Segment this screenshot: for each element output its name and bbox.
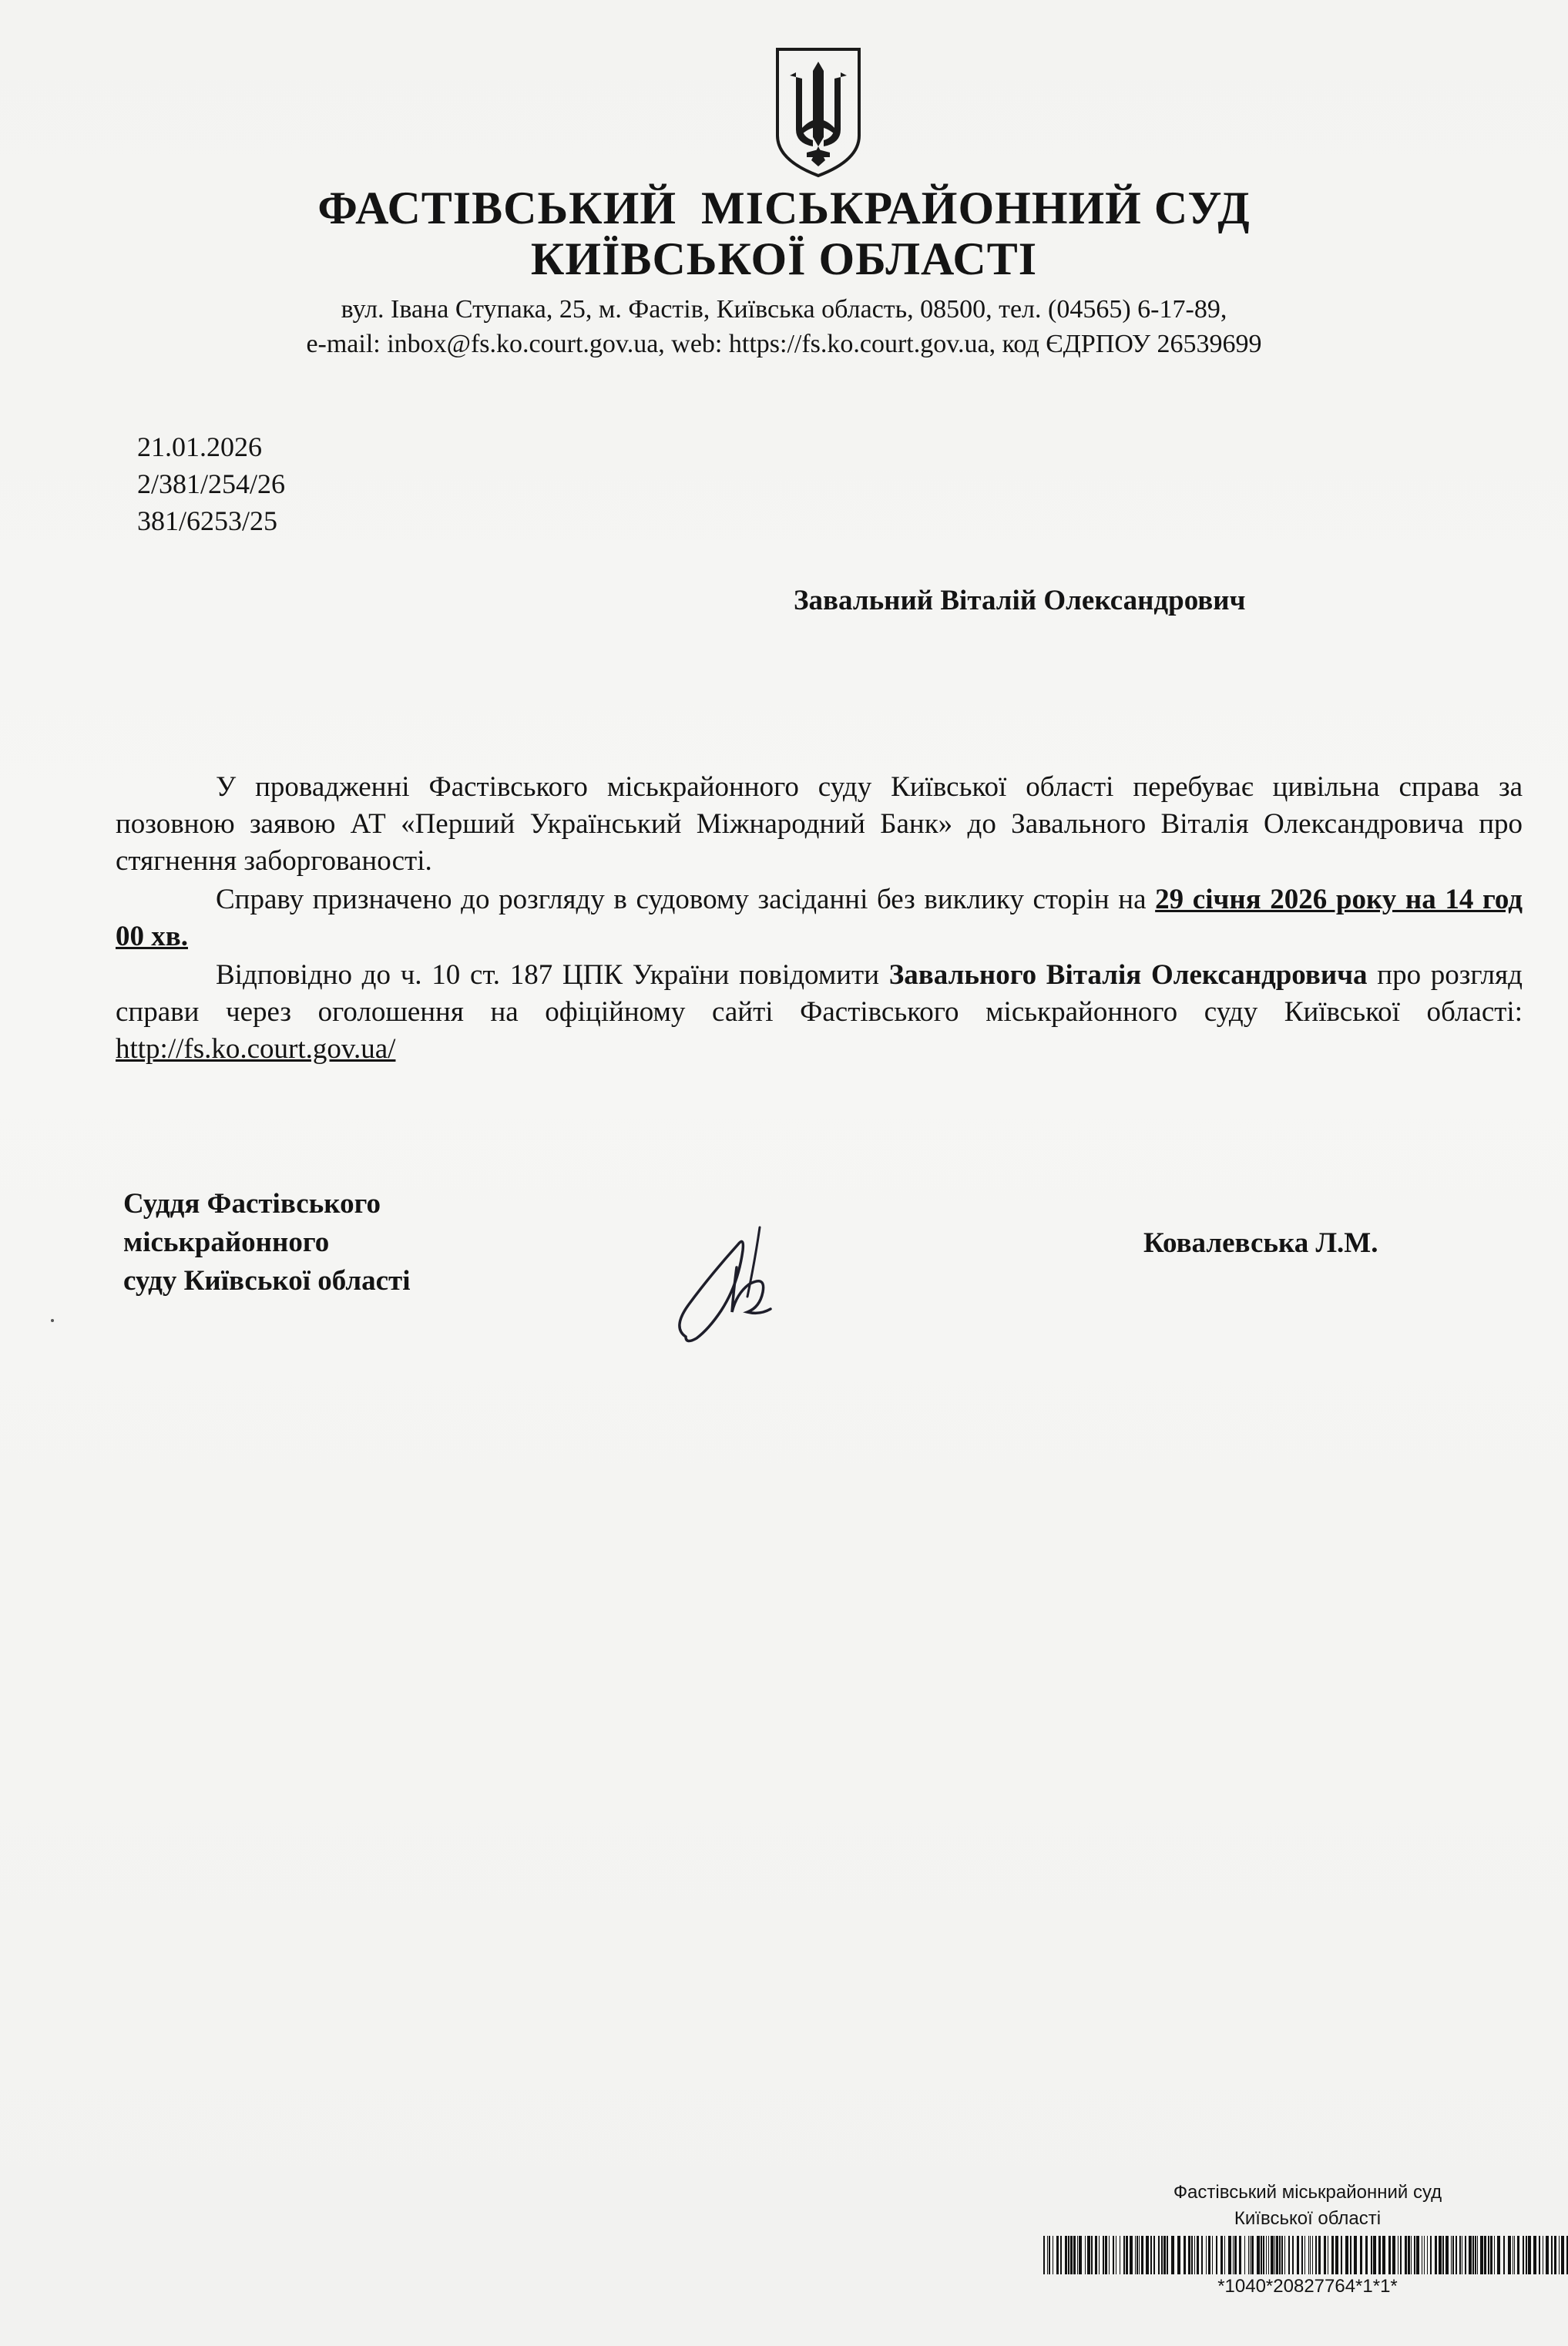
judge-name: Ковалевська Л.М. (1143, 1227, 1378, 1259)
document-references (137, 428, 285, 539)
barcode-bar (1261, 2236, 1262, 2274)
barcode-bar (1484, 2236, 1486, 2274)
court-name-line2: КИЇВСЬКОЇ ОБЛАСТІ (530, 233, 1038, 284)
barcode-bar (1304, 2236, 1305, 2274)
barcode-bar (1184, 2236, 1186, 2274)
barcode-bar (1382, 2236, 1385, 2274)
barcode-bar (1288, 2236, 1290, 2274)
barcode-bar (1279, 2236, 1281, 2274)
judge-title-line3: суду Київської області (123, 1265, 411, 1297)
barcode-bar (1475, 2236, 1476, 2274)
barcode-bar (1373, 2236, 1376, 2274)
barcode-bar (1070, 2236, 1073, 2274)
barcode-bar (1312, 2236, 1313, 2274)
barcode-bar (1171, 2236, 1174, 2274)
barcode-bar (1126, 2236, 1128, 2274)
barcode-bar (1206, 2236, 1207, 2274)
barcode-bar (1378, 2236, 1381, 2274)
barcode-bar (1201, 2236, 1203, 2274)
barcode-bar (1197, 2236, 1199, 2274)
barcode-bar (1517, 2236, 1519, 2274)
barcode-bar (1263, 2236, 1264, 2274)
barcode-bar (1137, 2236, 1138, 2274)
barcode-bar (1365, 2236, 1368, 2274)
judge-title-line2: міськрайонного (123, 1227, 330, 1258)
barcode-bar (1251, 2236, 1254, 2274)
barcode-bar (1068, 2236, 1069, 2274)
barcode-bar (1497, 2236, 1500, 2274)
barcode-bar (1250, 2236, 1251, 2274)
outgoing-number: 2/381/254/26 (137, 468, 286, 499)
court-address: вул. Івана Ступака, 25, м. Фастів, Київська область, 08500, тел. (04565) 6-17-89, (341, 295, 1227, 324)
barcode-bar (1244, 2236, 1245, 2274)
case-number: 381/6253/25 (137, 505, 278, 536)
barcode-bar (1442, 2236, 1444, 2274)
barcode-bar (1228, 2236, 1231, 2274)
barcode-bar (1310, 2236, 1311, 2274)
barcode-bar (1099, 2236, 1100, 2274)
barcode-bar (1141, 2236, 1143, 2274)
barcode-bar (1056, 2236, 1059, 2274)
barcode-bar (1315, 2236, 1317, 2274)
barcode-bar (1146, 2236, 1149, 2274)
addressee-name: Завальний Віталій Олександрович (794, 585, 1246, 616)
barcode-bar (1284, 2236, 1285, 2274)
barcode-bar (1158, 2236, 1160, 2274)
paragraph-1-text: У провадженні Фастівського міськрайонного суду Київської області перебуває цивільна справа за позовною заявою АТ «Перший Український Міжнародний Банк» до Завального Віталія Олександровича про стягнення заборгованості. (116, 771, 1523, 877)
barcode-bar (1095, 2236, 1097, 2274)
barcode-bar (1445, 2236, 1449, 2274)
barcode-bar (1424, 2236, 1425, 2274)
barcode-bar (1292, 2236, 1294, 2274)
barcode-bar (1408, 2236, 1410, 2274)
paragraph-3-post: про розгляд справи через оголошення на офіційному сайті Фастівського міськрайонного суду Київської області: (116, 959, 1523, 1028)
barcode-bar (1350, 2236, 1351, 2274)
barcode-bar (1234, 2236, 1237, 2274)
barcode-bar (1276, 2236, 1278, 2274)
paragraph-notification (116, 957, 1523, 1068)
barcode-bar (1130, 2236, 1133, 2274)
barcode-bar (1248, 2236, 1249, 2274)
paper-speck (51, 1319, 54, 1322)
barcode-bar (1049, 2236, 1050, 2274)
barcode-bar (1257, 2236, 1260, 2274)
barcode-bar (1331, 2236, 1334, 2274)
barcode-bar (1077, 2236, 1078, 2274)
barcode-bar (1271, 2236, 1274, 2274)
barcode-bar (1427, 2236, 1428, 2274)
paragraph-3-pre: Відповідно до ч. 10 ст. 187 ЦПК України повідомити (216, 959, 889, 991)
barcode-bar (1360, 2236, 1362, 2274)
judge-title (123, 1185, 411, 1301)
barcode-bar (1060, 2236, 1062, 2274)
barcode-bar (1224, 2236, 1225, 2274)
court-contacts: e-mail: inbox@fs.ko.court.gov.ua, web: https://fs.ko.court.gov.ua, код ЄДРПОУ 26539699 (306, 330, 1262, 358)
barcode-bar (1414, 2236, 1415, 2274)
barcode-bar (1335, 2236, 1338, 2274)
barcode-bar (1435, 2236, 1437, 2274)
barcode-bar (1065, 2236, 1067, 2274)
court-name-line1: ФАСТІВСЬКИЙ МІСЬКРАЙОННИЙ СУД (317, 183, 1251, 233)
barcode-bar (1150, 2236, 1152, 2274)
barcode-bar (1488, 2236, 1489, 2274)
barcode-bar (1411, 2236, 1412, 2274)
barcode-bar (1451, 2236, 1452, 2274)
barcode-bar (1546, 2236, 1549, 2274)
barcode-bar (1188, 2236, 1190, 2274)
barcode-bar (1528, 2236, 1531, 2274)
barcode-bar (1268, 2236, 1269, 2274)
barcode-bar (1388, 2236, 1391, 2274)
barcode-bar (1163, 2236, 1166, 2274)
barcode-bar (1371, 2236, 1372, 2274)
barcode-bar (1354, 2236, 1357, 2274)
barcode-bar (1459, 2236, 1461, 2274)
barcode-bar (1103, 2236, 1104, 2274)
barcode-bar (1452, 2236, 1454, 2274)
barcode-bar (1161, 2236, 1163, 2274)
barcode-bar (1551, 2236, 1553, 2274)
barcode-bar (1465, 2236, 1466, 2274)
hearing-datetime: 29 січня 2026 року на 14 год 00 хв. (116, 884, 1523, 952)
court-website-link[interactable]: http://fs.ko.court.gov.ua/ (116, 1033, 396, 1065)
barcode-bar (1153, 2236, 1155, 2274)
barcode-bar (1318, 2236, 1321, 2274)
barcode-bar (1220, 2236, 1223, 2274)
barcode-bar (1233, 2236, 1234, 2274)
barcode-bar (1123, 2236, 1125, 2274)
defendant-name: Завального Віталія Олександровича (888, 959, 1368, 991)
barcode-bar (1559, 2236, 1560, 2274)
judge-title-line1: Суддя Фастівського (123, 1188, 381, 1220)
barcode-bar (1345, 2236, 1348, 2274)
barcode-bar (1392, 2236, 1395, 2274)
barcode-bar (1405, 2236, 1407, 2274)
barcode-bar (1480, 2236, 1483, 2274)
barcode-bar (1216, 2236, 1217, 2274)
barcode-bar (1194, 2236, 1195, 2274)
barcode-bar (1109, 2236, 1110, 2274)
barcode-bar (1167, 2236, 1168, 2274)
barcode-bar (1105, 2236, 1107, 2274)
barcode-bar (1043, 2236, 1045, 2274)
barcode-bar (1274, 2236, 1275, 2274)
barcode-bar (1503, 2236, 1505, 2274)
document-date: 21.01.2026 (137, 431, 262, 462)
barcode-bar (1561, 2236, 1564, 2274)
barcode-bar (1301, 2236, 1303, 2274)
barcode-icon (1042, 2236, 1568, 2274)
barcode-bar (1139, 2236, 1140, 2274)
handwritten-signature-icon (663, 1213, 817, 1352)
barcode-bar (1523, 2236, 1524, 2274)
barcode-bar (1085, 2236, 1086, 2274)
barcode-bar (1113, 2236, 1114, 2274)
barcode-bar (1177, 2236, 1180, 2274)
barcode-bar (1191, 2236, 1193, 2274)
barcode-bar (1554, 2236, 1556, 2274)
barcode-bar (1508, 2236, 1511, 2274)
barcode-bar (1047, 2236, 1048, 2274)
barcode-bar (1526, 2236, 1527, 2274)
barcode-bar (1430, 2236, 1432, 2274)
barcode-bar (1297, 2236, 1299, 2274)
registry-stamp (1042, 2182, 1568, 2346)
barcode-bar (1308, 2236, 1309, 2274)
barcode-bar (1539, 2236, 1540, 2274)
barcode-bar (1239, 2236, 1241, 2274)
trident-coat-of-arms-icon (773, 45, 864, 180)
barcode-bar (1079, 2236, 1082, 2274)
barcode-bar (1281, 2236, 1283, 2274)
barcode-bar (1266, 2236, 1267, 2274)
barcode-bar (1533, 2236, 1536, 2274)
barcode-bar (1490, 2236, 1492, 2274)
barcode-bar (1135, 2236, 1136, 2274)
barcode-number: *1040*20827764*1*1* (1217, 2276, 1398, 2297)
barcode-bar (1469, 2236, 1472, 2274)
stamp-court-name: Фастівський міськрайонний суд (1173, 2182, 1442, 2203)
barcode-bar (1073, 2236, 1076, 2274)
barcode-bar (1514, 2236, 1515, 2274)
barcode-bar (1212, 2236, 1213, 2274)
barcode-bar (1324, 2236, 1326, 2274)
barcode-bar (1416, 2236, 1419, 2274)
barcode-bar (1400, 2236, 1402, 2274)
barcode-bar (1091, 2236, 1093, 2274)
paragraph-2-text: Справу призначено до розгляду в судовому засіданні без виклику сторін на (216, 884, 1156, 915)
barcode-bar (1208, 2236, 1210, 2274)
paragraph-case-description (116, 769, 1523, 880)
barcode-bar (1456, 2236, 1457, 2274)
barcode-bar (1494, 2236, 1495, 2274)
stamp-region: Київської області (1234, 2208, 1382, 2229)
barcode-bar (1341, 2236, 1342, 2274)
paragraph-hearing-date (116, 881, 1523, 955)
barcode-bar (1472, 2236, 1474, 2274)
barcode-bar (1477, 2236, 1478, 2274)
barcode-bar (1087, 2236, 1090, 2274)
barcode-bar (1439, 2236, 1442, 2274)
